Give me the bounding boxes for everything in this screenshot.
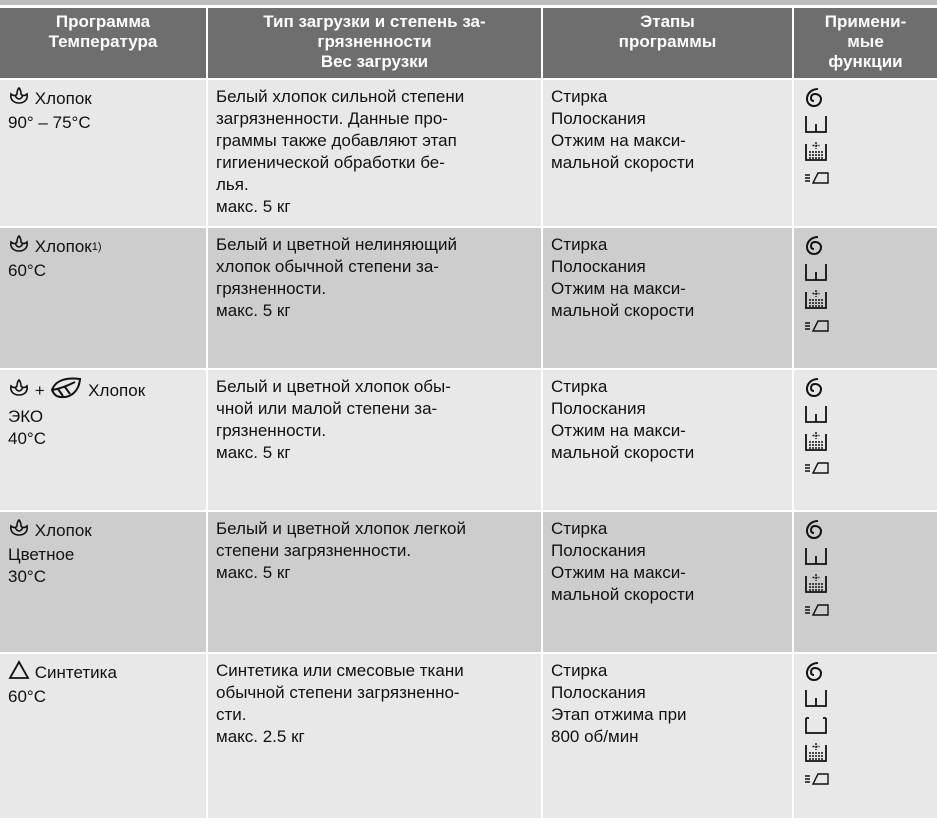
spin-icon [804, 518, 824, 546]
extra-rinse-icon [804, 572, 828, 600]
program-cell [0, 511, 207, 653]
spin-icon [804, 86, 824, 114]
program-temperature: 60°C [8, 261, 46, 280]
program-temperature: 40°C [8, 429, 46, 448]
eco-leaf-icon [49, 376, 83, 406]
program-temperature: 30°C [8, 567, 46, 586]
spin-icon [804, 234, 824, 262]
phases-cell: Стирка Полоскания Отжим на макси- мальной скорости [542, 227, 793, 369]
functions-cell [793, 227, 937, 369]
phases-cell: Стирка Полоскания Отжим на макси- мальной скорости [542, 369, 793, 511]
program-name: Хлопок [88, 381, 146, 400]
cotton-icon [8, 86, 30, 112]
extra-rinse-icon [804, 741, 828, 769]
header-load-type: Тип загрузки и степень за- грязненности Вес загрузки [207, 8, 542, 79]
easy-iron-icon [804, 460, 830, 482]
header-program-temperature: Программа Температура [0, 8, 207, 79]
easy-iron-icon [804, 602, 830, 624]
program-temperature: 60°C [8, 687, 46, 706]
rinse-hold-icon [804, 546, 828, 572]
functions-cell [793, 653, 937, 818]
extra-rinse-icon [804, 288, 828, 316]
header-phases: Этапы программы [542, 8, 793, 79]
cotton-icon [8, 518, 30, 544]
top-rule [0, 0, 937, 5]
phases-cell: Стирка Полоскания Этап отжима при 800 об/мин [542, 653, 793, 818]
programs-table [0, 8, 937, 818]
header-functions: Примени- мые функции [793, 8, 937, 79]
phases-cell: Стирка Полоскания Отжим на макси- мальной скорости [542, 79, 793, 227]
program-name-line2: ЭКО [8, 407, 44, 426]
program-name: Хлопок [34, 521, 92, 540]
synthetics-icon [8, 660, 30, 686]
description-cell: Белый хлопок сильной степени загрязненности. Данные про- граммы также добавляют этап гигиенической обработки бе- лья. макс. 5 кг [207, 79, 542, 227]
program-cell: Хлопок 1) 60°C [0, 227, 207, 369]
rinse-hold-icon [804, 688, 828, 714]
functions-cell [793, 369, 937, 511]
night-cycle-icon [804, 715, 828, 741]
table-row [0, 511, 937, 653]
program-prefix: + [34, 381, 45, 400]
table-row [0, 653, 937, 818]
extra-rinse-icon [804, 430, 828, 458]
program-cell [0, 653, 207, 818]
functions-cell [793, 79, 937, 227]
phases-cell: Стирка Полоскания Отжим на макси- мальной скорости [542, 511, 793, 653]
spin-icon [804, 376, 824, 404]
program-cell [0, 369, 207, 511]
cotton-icon [8, 234, 30, 260]
easy-iron-icon [804, 170, 830, 192]
spin-icon [804, 660, 824, 688]
program-name-line2: Цветное [8, 545, 75, 564]
description-cell: Белый и цветной хлопок легкой степени загрязненности. макс. 5 кг [207, 511, 542, 653]
program-name: Синтетика [34, 663, 117, 682]
program-cell [0, 79, 207, 227]
description-cell: Синтетика или смесовые ткани обычной степени загрязненно- сти. макс. 2.5 кг [207, 653, 542, 818]
description-cell: Белый и цветной хлопок обы- чной или малой степени за- грязненности. макс. 5 кг [207, 369, 542, 511]
extra-rinse-icon [804, 140, 828, 168]
easy-iron-icon [804, 771, 830, 793]
rinse-hold-icon [804, 262, 828, 288]
program-name: Хлопок [34, 89, 92, 108]
table-row [0, 369, 937, 511]
cotton-icon [8, 378, 30, 404]
table-header-row [0, 8, 937, 79]
table-row [0, 79, 937, 227]
functions-cell [793, 511, 937, 653]
program-temperature: 90° – 75°C [8, 113, 91, 132]
rinse-hold-icon [804, 404, 828, 430]
program-name: Хлопок [34, 237, 92, 256]
rinse-hold-icon [804, 114, 828, 140]
description-cell: Белый и цветной нелиняющий хлопок обычной степени за- грязненности. макс. 5 кг [207, 227, 542, 369]
table-row [0, 227, 937, 369]
easy-iron-icon [804, 318, 830, 340]
